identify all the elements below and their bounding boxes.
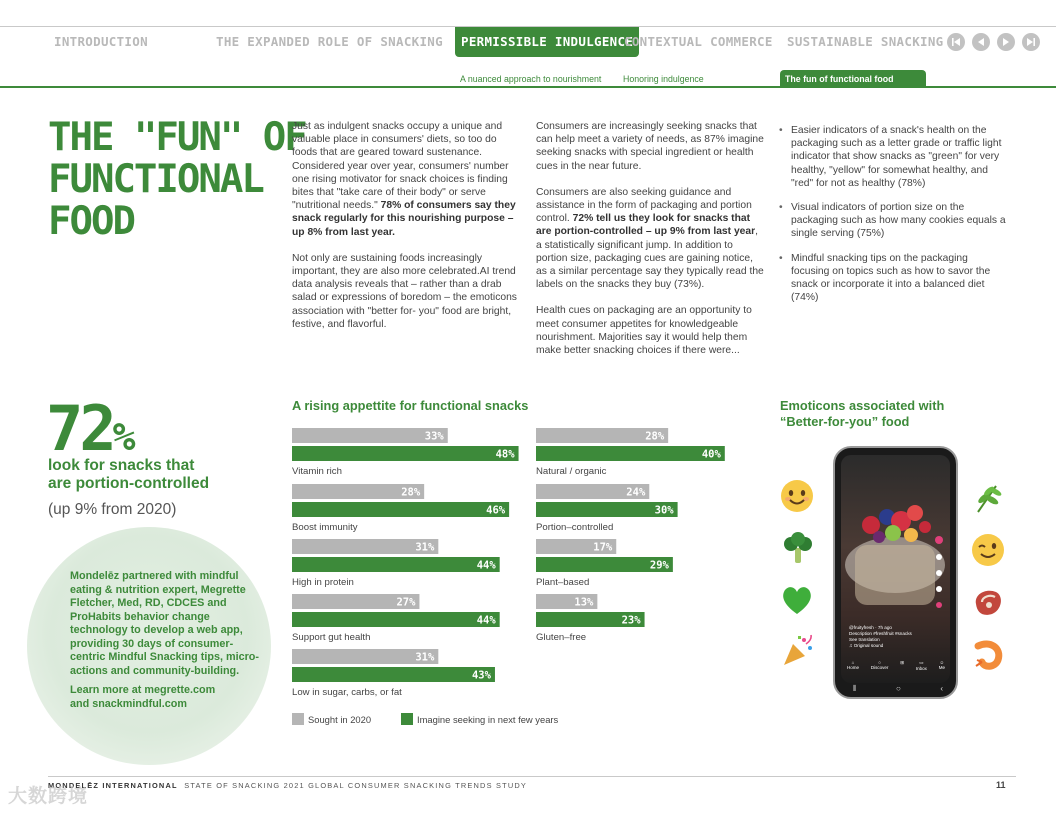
- bar-future: [292, 557, 500, 572]
- page-title: [48, 117, 306, 243]
- phone-nav-label: Discover: [870, 665, 889, 670]
- legend-label-2020: Sought in 2020: [308, 714, 372, 725]
- category-label: Plant–based: [536, 577, 590, 588]
- phone-caption-line: @fruityfresh · 7h ago: [849, 625, 892, 630]
- bar-2020-value-label: 27%: [396, 596, 416, 609]
- bullet-list: [779, 124, 1009, 304]
- footer-text: [48, 781, 527, 790]
- smartphone-image: [833, 446, 958, 699]
- footer-divider: [48, 776, 1016, 777]
- phone-nav-inbox: ▭ Inbox: [915, 660, 927, 671]
- footer-study-title: STATE OF SNACKING 2021 GLOBAL CONSUMER SNACKING TRENDS STUDY: [184, 781, 528, 790]
- category-label: Support gut health: [292, 632, 371, 643]
- category-label: Vitamin rich: [292, 466, 342, 477]
- stat-label-line: look for snacks that: [48, 457, 195, 474]
- paragraph-text: Consumers are also seeking guidance and assistance in the form of packaging and portion control.: [536, 186, 752, 225]
- subtab-fun-of-functional-food[interactable]: The fun of functional food: [780, 70, 926, 87]
- phone-caption-line: See translation: [849, 637, 880, 642]
- tab-introduction[interactable]: INTRODUCTION: [54, 34, 148, 49]
- next-page-icon[interactable]: [997, 33, 1015, 51]
- bar-2020-value-label: 33%: [424, 430, 444, 443]
- bullet-item: • Easier indicators of a snack's health on the packaging such as a letter grade or traffic light indicator that show snacks as "green" for very healthy, "yellow" for somewhat healthy, and "red" for not as healthy (78%): [779, 124, 1009, 190]
- winking-face-icon: [970, 532, 1006, 568]
- back-chevron-icon: ‹: [940, 684, 943, 693]
- party-popper-icon: [780, 632, 816, 668]
- stat-subtext: (up 9% from 2020): [48, 501, 177, 518]
- subtab-honoring-indulgence[interactable]: Honoring indulgence: [623, 74, 704, 84]
- subnav-divider: [0, 86, 1056, 88]
- tab-permissible-indulgence[interactable]: PERMISSIBLE INDULGENCE: [455, 27, 639, 57]
- legend-swatch-future: [401, 713, 413, 725]
- paragraph: [292, 120, 520, 239]
- phone-nav-plus-icon: ⊞: [900, 660, 904, 665]
- recents-icon: ⦀: [853, 684, 857, 693]
- body-column-2: [536, 120, 766, 370]
- category-label: Boost immunity: [292, 522, 358, 533]
- bullet-item: • Mindful snacking tips on the packaging focusing on topics such as how to savor the snack or incorporate it into a balanced diet (74%): [779, 252, 1009, 305]
- tab-contextual-commerce[interactable]: CONTEXTUAL COMMERCE: [624, 34, 773, 49]
- subtab-nuanced-approach[interactable]: A nuanced approach to nourishment: [460, 74, 602, 84]
- bar-future: [292, 667, 495, 682]
- page-number: 11: [996, 780, 1006, 790]
- bar-future-value-label: 43%: [471, 669, 491, 682]
- bar-2020-value-label: 17%: [593, 541, 613, 554]
- first-page-icon[interactable]: [947, 33, 965, 51]
- paragraph: [536, 186, 766, 292]
- category-label: Low in sugar, carbs, or fat: [292, 687, 402, 698]
- bar-future-value-label: 40%: [701, 448, 721, 461]
- phone-nav-home: ⌂ Home: [847, 660, 860, 670]
- partner-link[interactable]: Learn more at megrette.com: [70, 684, 216, 696]
- bar-future: [536, 446, 725, 461]
- herb-icon: [970, 480, 1006, 516]
- stat-label-line: are portion-controlled: [48, 475, 210, 492]
- category-label: Portion–controlled: [536, 522, 614, 533]
- emoticons-title-line: “Better-for-you” food: [780, 414, 910, 429]
- home-circle-icon: ○: [896, 684, 901, 693]
- bar-future-value-label: 46%: [486, 504, 506, 517]
- phone-tab-bar: [847, 660, 945, 671]
- paragraph: Health cues on packaging are an opportunity to meet consumer appetites for knowledgeable nourishment. Majorities say it would help them make better snacking choices if there were...: [536, 305, 752, 357]
- phone-system-bar: [853, 684, 943, 694]
- bullet-item: • Visual indicators of portion size on the packaging such as how many cookies equals a single serving (75%): [779, 201, 1009, 241]
- bar-future: [292, 502, 509, 517]
- phone-nav-label: Home: [847, 665, 860, 670]
- bar-2020-value-label: 28%: [401, 486, 421, 499]
- tab-sustainable-snacking[interactable]: SUSTAINABLE SNACKING: [787, 34, 944, 49]
- bar-future-value-label: 23%: [621, 614, 641, 627]
- meat-icon: [970, 584, 1006, 620]
- bar-2020-value-label: 24%: [626, 486, 646, 499]
- partner-callout: [70, 570, 260, 711]
- bar-future-value-label: 30%: [654, 504, 674, 517]
- body-column-3: [779, 124, 1009, 315]
- footer-brand: MONDELĒZ INTERNATIONAL: [48, 781, 178, 790]
- phone-nav-discover: ○ Discover: [870, 660, 889, 670]
- paragraph-text: , a statistically significant jump. In addition to portion size, packaging cues are gaining notice, as a similar percentage say they typically read the labels on the snacks they buy (73%).: [536, 226, 764, 291]
- phone-caption-line: Description #freshfruit #snacks: [849, 631, 912, 636]
- category-label: Gluten–free: [536, 632, 587, 643]
- legend-label-future: Imagine seeking in next few years: [417, 714, 559, 725]
- bar-future: [292, 446, 519, 461]
- phone-nav-me: ☺ Me: [938, 660, 945, 670]
- chart-title: A rising appettite for functional snacks: [292, 398, 529, 413]
- page-title-line-1: THE "FUN" OF: [48, 115, 306, 160]
- paragraph-highlight: 78% of consumers say they snack regularly for this nourishing purpose – up 8% from last year.: [292, 200, 516, 238]
- category-label: High in protein: [292, 577, 354, 588]
- category-label: Natural / organic: [536, 466, 607, 477]
- stat-percent-sign: %: [112, 415, 136, 459]
- smiling-face-icon: [779, 478, 815, 514]
- bar-future-value-label: 29%: [649, 559, 669, 572]
- phone-nav-label: Me: [938, 665, 945, 670]
- bar-2020-value-label: 31%: [415, 651, 435, 664]
- last-page-icon[interactable]: [1022, 33, 1040, 51]
- broccoli-icon: [780, 530, 816, 566]
- bar-2020-value-label: 28%: [645, 430, 665, 443]
- bar-2020-value-label: 13%: [574, 596, 594, 609]
- bar-future-value-label: 44%: [476, 559, 496, 572]
- bar-2020-value-label: 31%: [415, 541, 435, 554]
- partner-text: Mondelēz partnered with mindful eating & nutrition expert, Megrette Fletcher, Med, RD, CDCES and ProHabits behavior change technology to develop a web app, providing 30 days of consumer-centric Mindful Snacking tips, micro-actions and community-building.: [70, 570, 259, 677]
- partner-link[interactable]: and snackmindful.com: [70, 697, 187, 710]
- previous-page-icon[interactable]: [972, 33, 990, 51]
- emoticons-title-line: Emoticons associated with: [780, 398, 945, 413]
- paragraph-highlight: 72% tell us they look for snacks that are portion-controlled – up 9% from last year: [536, 213, 756, 238]
- shrimp-icon: [970, 636, 1006, 672]
- stat-label: [48, 457, 209, 493]
- bar-future-value-label: 48%: [495, 448, 515, 461]
- watermark: 大数跨境: [8, 786, 89, 807]
- page-title-line-2: FUNCTIONAL: [48, 157, 263, 202]
- stat-number-value: 72: [46, 392, 113, 465]
- legend-swatch-2020: [292, 713, 304, 725]
- emoticons-title: [780, 398, 944, 430]
- phone-screen: [841, 455, 950, 683]
- phone-nav-label: Inbox: [915, 666, 927, 671]
- page-title-line-3: FOOD: [48, 199, 134, 244]
- body-column-1: [292, 120, 520, 344]
- tab-expanded-role-of-snacking[interactable]: THE EXPANDED ROLE OF SNACKING: [216, 34, 443, 49]
- phone-caption-line: ♫ Original sound: [849, 643, 884, 648]
- functional-snacks-chart: [280, 420, 750, 705]
- bar-future: [292, 612, 500, 627]
- green-heart-icon: [779, 582, 815, 618]
- bar-future-value-label: 44%: [476, 614, 496, 627]
- phone-caption: [849, 625, 912, 649]
- paragraph-text: Just as indulgent snacks occupy a unique and valuable place in consumers' diets, so too do foods that are geared toward sustenance. Considered year over year, consumers' number one rising motivator for snack choices is finding bites that "take care of their body" or serve "nutritional needs.": [292, 121, 509, 212]
- paragraph: Consumers are increasingly seeking snacks that can help meet a variety of needs, as 87% imagine seeking snacks with special ingredient or health cues in the near future.: [536, 121, 764, 172]
- paragraph: Not only are sustaining foods increasingly important, they are also more celebrated.AI trend data analysis reveals that – rather than a drab salad or expressions of boredom – the emoticons association with "better for- you" food are bright, festive, and flavorful.: [292, 252, 517, 330]
